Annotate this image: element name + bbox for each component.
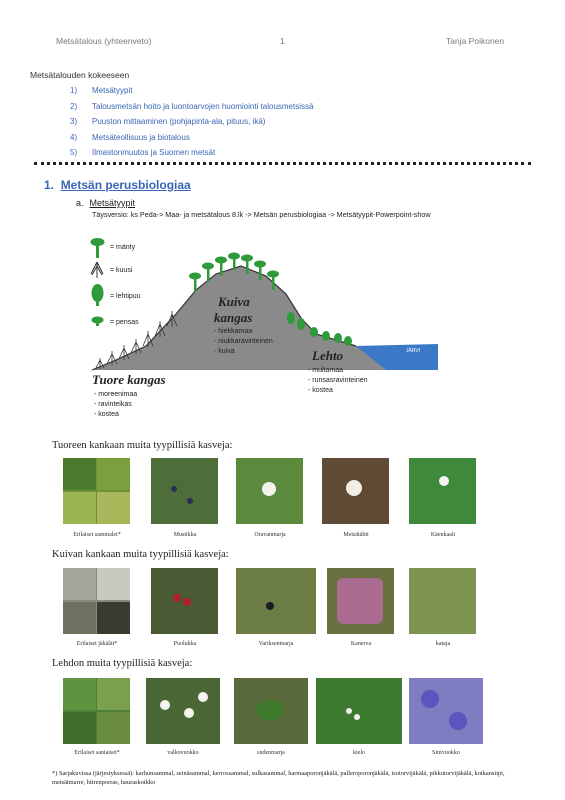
plant-photo-blueberry <box>151 458 218 524</box>
section-title-lehto: Lehdon muita tyypillisiä kasveja: <box>52 658 193 669</box>
toc-item-number: 2) <box>70 101 78 111</box>
plant-photo-bunchberry <box>236 458 303 524</box>
toc-item-text: Metsätyypit <box>92 86 133 95</box>
legend-shrub-icon <box>92 317 104 327</box>
plant-photo-wood-sorrel <box>409 458 476 524</box>
plant-photo-hepatica <box>409 678 483 744</box>
toc-list <box>70 86 313 164</box>
lehto-title: Lehto <box>312 348 344 363</box>
plant-photo-heather <box>327 568 394 634</box>
plant-caption: Erilaiset saniaiset* <box>74 750 120 756</box>
plant-caption: Metsätähti <box>343 532 369 538</box>
lehto-item: - multamaa <box>308 367 344 374</box>
plant-caption: Sinivuokko <box>432 750 460 756</box>
plant-photo-lichens <box>63 568 130 634</box>
footnote: *) Sarjakuvissa (järjestyksessä): karhunsammal, seinäsammal, kerrossammal, sulkasammal, harmaaporonjäkälä, palleroporonjäkälä, isotorvijäkälä, pikkutorvijäkälä, kotkansiipi, metsäimarre, hiirenporras, hauraskoikko <box>52 770 505 786</box>
plant-caption: kataja <box>435 641 451 647</box>
legend-deciduous-icon <box>92 284 104 306</box>
lehto-item: - runsasravinteinen <box>308 377 368 384</box>
heading-2 <box>76 198 135 208</box>
plant-caption: kielo <box>353 750 365 756</box>
heading-2-text: Metsätyypit <box>89 198 136 208</box>
plant-photo-juniper <box>409 568 476 634</box>
plant-photo-herb-paris <box>234 678 308 744</box>
plant-caption: Mustikka <box>173 532 197 538</box>
toc-item[interactable] <box>70 117 313 133</box>
toc-item-text: Puuston mittaaminen (pohjapinta-ala, pituus, ikä) <box>92 117 266 126</box>
legend-pine-label: = mänty <box>110 244 136 251</box>
legend-spruce-icon <box>91 262 103 278</box>
plant-caption: Puolukka <box>173 641 197 647</box>
forest-type-diagram <box>86 228 438 424</box>
plant-photo-lily-of-valley <box>316 678 402 744</box>
toc-item-text: Metsäteollisuus ja biotalous <box>92 132 190 142</box>
section-title-tuore: Tuoreen kankaan muita tyypillisiä kasveja: <box>52 440 233 451</box>
tuore-item: - ravinteikas <box>94 401 132 408</box>
toc-item-text: Ilmastonmuutos ja Suomen metsät <box>92 148 216 157</box>
plant-photo-crowberry <box>236 568 316 634</box>
tuore-item: - kostea <box>94 411 119 418</box>
toc-item-number: 4) <box>70 132 78 142</box>
plant-caption: Variksenmarja <box>258 641 294 647</box>
toc-item[interactable] <box>70 86 313 102</box>
kuiva-title-1: Kuiva <box>218 294 250 309</box>
toc-item[interactable] <box>70 133 313 149</box>
toc-title: Metsätalouden kokeeseen <box>30 70 130 80</box>
kuiva-item: - kuiva <box>214 348 235 355</box>
plant-photo-mosses <box>63 458 130 524</box>
plant-caption: sudenmarja <box>257 750 285 756</box>
plant-caption: Erilaiset sammalet* <box>73 532 121 538</box>
toc-item-number: 3) <box>70 117 78 126</box>
plant-caption: Kanerva <box>350 641 372 647</box>
heading-1-text: Metsän perusbiologiaa <box>60 178 191 192</box>
toc-item-number: 5) <box>70 148 78 157</box>
full-version-note: Täysversio: ks Peda-> Maa- ja metsätalous 8.lk -> Metsän perusbiologiaa -> Metsätyypit-Powerpoint-show <box>92 210 431 219</box>
kuiva-item: - niukkaravinteinen <box>214 338 273 345</box>
legend-spruce-label: = kuusi <box>110 267 133 274</box>
toc-item-number: 1) <box>70 86 78 95</box>
lehto-item: - kostea <box>308 387 333 394</box>
tuore-title: Tuore kangas <box>92 372 166 387</box>
toc-item-text: Talousmetsän hoito ja luontoarvojen huomiointi talousmetsissä <box>92 101 314 111</box>
plant-photo-starflower <box>322 458 389 524</box>
lake-label: JÄRVI <box>406 348 421 354</box>
plant-caption: Oravanmarja <box>254 532 286 538</box>
tuore-item: - moreenimaa <box>94 391 138 398</box>
plant-photo-lingonberry <box>151 568 218 634</box>
plant-photo-ferns <box>63 678 130 744</box>
legend-pine-icon <box>91 238 105 258</box>
heading-1-number: 1. <box>44 178 55 192</box>
header-author: Tanja Poikonen <box>446 36 505 46</box>
kuiva-item: - hiekkamaa <box>214 328 253 335</box>
dotted-divider <box>34 162 531 165</box>
legend-deciduous-label: = lehtipuu <box>110 293 141 300</box>
plant-photo-wood-anemone <box>146 678 220 744</box>
plant-caption: Erilaiset jäkälät* <box>76 641 118 647</box>
header-page-number: 1 <box>280 36 285 46</box>
plant-caption: Käenkaali <box>430 532 456 538</box>
heading-1 <box>44 178 191 192</box>
legend-shrub-label: = pensas <box>110 319 139 326</box>
kuiva-title-2: kangas <box>214 310 253 325</box>
section-title-kuiva: Kuivan kankaan muita tyypillisiä kasveja: <box>52 549 229 560</box>
header-doc-title: Metsätalous (yhteenveto) <box>56 36 152 46</box>
plant-caption: valkovuokko <box>167 750 199 756</box>
heading-2-number: a. <box>76 198 84 208</box>
toc-item[interactable] <box>70 102 313 118</box>
